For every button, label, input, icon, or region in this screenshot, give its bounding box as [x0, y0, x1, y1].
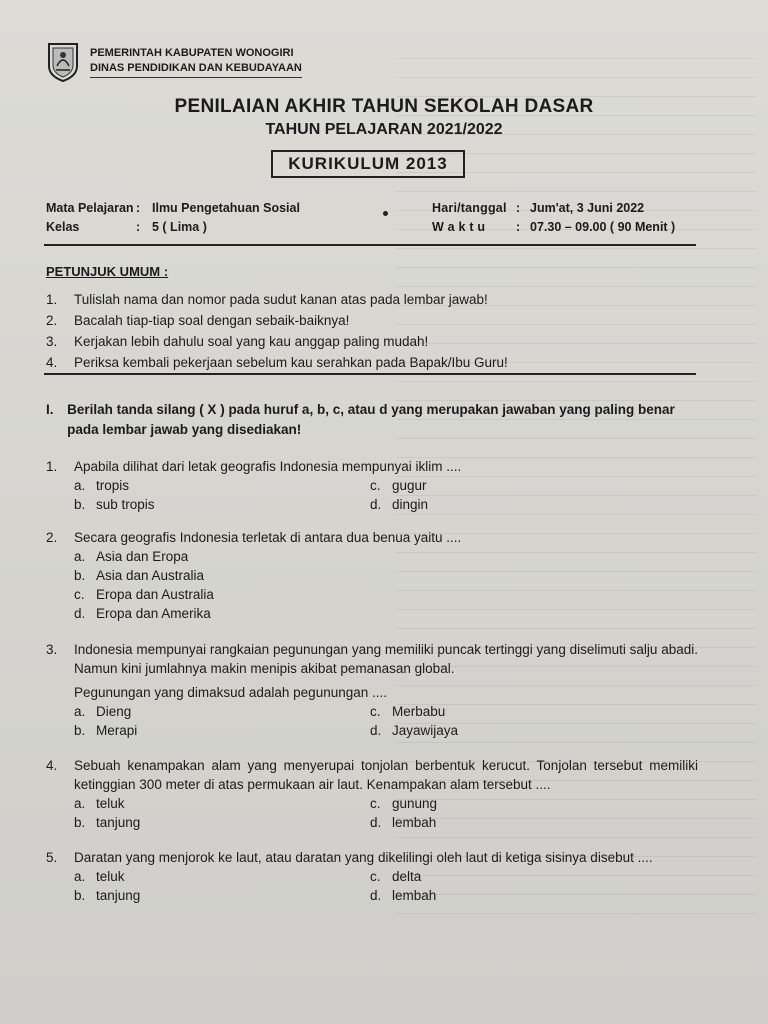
option-letter: c.: [370, 796, 381, 811]
divider-bottom: [44, 373, 696, 375]
instruction-text: Periksa kembali pekerjaan sebelum kau serahkan pada Bapak/Ibu Guru!: [74, 355, 508, 370]
option-letter: c.: [370, 869, 381, 884]
instruction-item: [46, 331, 508, 352]
letterhead: [46, 42, 302, 82]
subject-value: Ilmu Pengetahuan Sosial: [152, 201, 300, 215]
option-letter: a.: [74, 796, 86, 811]
question-1: [46, 457, 698, 514]
option-letter: d.: [370, 497, 382, 512]
option-text: gugur: [392, 478, 427, 493]
option-text: teluk: [96, 869, 125, 884]
option-text: tanjung: [96, 815, 141, 830]
option-text: sub tropis: [96, 497, 155, 512]
option-letter: c.: [74, 587, 85, 602]
question-text: Apabila dilihat dari letak geografis Indonesia mempunyai iklim ....: [74, 459, 462, 474]
option-text: teluk: [96, 796, 125, 811]
option: [370, 495, 666, 514]
section-text: Berilah tanda silang ( X ) pada huruf a, b, c, atau d yang merupakan jawaban yang paling benar pada lembar jawab yang disediakan!: [67, 402, 675, 437]
question-number: 2.: [46, 530, 58, 545]
question-5: [46, 848, 698, 905]
question-text: Sebuah kenampakan alam yang menyerupai tonjolan berbentuk kerucut. Tonjolan tersebut memiliki ketinggian 300 meter di atas permukaan air laut. Kenampakan alam tersebut ....: [74, 758, 698, 792]
instructions-list: [46, 289, 508, 373]
instruction-item: [46, 289, 508, 310]
option: [74, 604, 698, 623]
question-text-continued: Pegunungan yang dimaksud adalah pegunungan ....: [74, 685, 388, 700]
option-text: tropis: [96, 478, 130, 493]
option-text: Asia dan Australia: [96, 568, 205, 583]
colon: :: [136, 220, 141, 234]
option: [74, 867, 370, 886]
department-name: DINAS PENDIDIKAN DAN KEBUDAYAAN: [90, 61, 302, 78]
option: [74, 886, 370, 905]
instruction-item: [46, 310, 508, 331]
option-text: Jayawijaya: [392, 723, 459, 738]
question-number: 3.: [46, 642, 58, 657]
option-letter: d.: [370, 815, 382, 830]
exam-info-left: [46, 199, 300, 237]
option: [370, 476, 666, 495]
option-text: Merapi: [96, 723, 138, 738]
government-name: PEMERINTAH KABUPATEN WONOGIRI: [90, 47, 294, 59]
time-value: 07.30 – 09.00 ( 90 Menit ): [530, 220, 676, 234]
regency-emblem-icon: [46, 42, 80, 82]
instruction-number: 2.: [46, 313, 58, 328]
question-text: Indonesia mempunyai rangkaian pegunungan yang memiliki puncak tertinggi yang diselimuti salju abadi. Namun kini jumlahnya makin menipis akibat pemanasan global.: [74, 642, 698, 676]
option-text: lembah: [392, 815, 437, 830]
option: [74, 495, 370, 514]
option-letter: b.: [74, 815, 86, 830]
academic-year: TAHUN PELAJARAN 2021/2022: [265, 121, 503, 138]
colon: :: [516, 220, 521, 234]
question-2: [46, 528, 698, 623]
option-text: dingin: [392, 497, 429, 512]
option-letter: d.: [370, 888, 382, 903]
option-letter: a.: [74, 869, 86, 884]
option: [74, 566, 698, 585]
option-letter: c.: [370, 704, 381, 719]
question-4: [46, 756, 698, 832]
option: [370, 813, 666, 832]
date-label: Hari/tanggal: [432, 201, 507, 215]
question-number: 1.: [46, 459, 58, 474]
option-letter: a.: [74, 549, 86, 564]
instruction-number: 1.: [46, 292, 58, 307]
option: [74, 794, 370, 813]
question-text: Daratan yang menjorok ke laut, atau daratan yang dikelilingi oleh laut di ketiga sisinya disebut ....: [74, 850, 653, 865]
class-label: Kelas: [46, 220, 80, 234]
option: [74, 585, 698, 604]
option-text: Merbabu: [392, 704, 446, 719]
option-text: Eropa dan Amerika: [96, 606, 211, 621]
option-letter: d.: [370, 723, 382, 738]
option: [370, 886, 666, 905]
option: [74, 721, 370, 740]
option: [74, 476, 370, 495]
option: [74, 547, 698, 566]
option-text: tanjung: [96, 888, 141, 903]
instruction-number: 4.: [46, 355, 58, 370]
time-label: W a k t u: [432, 220, 486, 234]
exam-title: PENILAIAN AKHIR TAHUN SEKOLAH DASAR: [174, 96, 594, 117]
option: [370, 721, 666, 740]
instruction-number: 3.: [46, 334, 58, 349]
question-number: 5.: [46, 850, 58, 865]
option-text: Asia dan Eropa: [96, 549, 189, 564]
option-text: Eropa dan Australia: [96, 587, 214, 602]
option: [74, 702, 370, 721]
option-letter: b.: [74, 723, 86, 738]
question-3: [46, 640, 698, 740]
instructions-heading: PETUNJUK UMUM :: [46, 264, 169, 279]
option-letter: b.: [74, 497, 86, 512]
option-text: Dieng: [96, 704, 132, 719]
option-text: gunung: [392, 796, 438, 811]
option-letter: b.: [74, 568, 86, 583]
date-value: Jum'at, 3 Juni 2022: [530, 201, 645, 215]
colon: :: [136, 201, 141, 215]
instruction-text: Bacalah tiap-tiap soal dengan sebaik-baiknya!: [74, 313, 350, 328]
section-instruction: [46, 400, 706, 440]
exam-info-right: [432, 199, 675, 237]
instruction-item: [46, 352, 508, 373]
curriculum-box: KURIKULUM 2013: [271, 150, 465, 178]
option-text: delta: [392, 869, 422, 884]
section-number: I.: [46, 402, 54, 417]
colon: :: [516, 201, 521, 215]
question-text: Secara geografis Indonesia terletak di antara dua benua yaitu ....: [74, 530, 462, 545]
option: [74, 813, 370, 832]
option-text: lembah: [392, 888, 437, 903]
stray-dot: [383, 211, 388, 216]
question-number: 4.: [46, 758, 58, 773]
option-letter: d.: [74, 606, 86, 621]
option-letter: a.: [74, 478, 86, 493]
option: [370, 702, 666, 721]
divider-top: [44, 244, 696, 246]
option-letter: b.: [74, 888, 86, 903]
class-value: 5 ( Lima ): [152, 220, 207, 234]
option-letter: c.: [370, 478, 381, 493]
option: [370, 867, 666, 886]
subject-label: Mata Pelajaran: [46, 201, 134, 215]
instruction-text: Tulislah nama dan nomor pada sudut kanan atas pada lembar jawab!: [74, 292, 488, 307]
option: [370, 794, 666, 813]
option-letter: a.: [74, 704, 86, 719]
instruction-text: Kerjakan lebih dahulu soal yang kau anggap paling mudah!: [74, 334, 429, 349]
